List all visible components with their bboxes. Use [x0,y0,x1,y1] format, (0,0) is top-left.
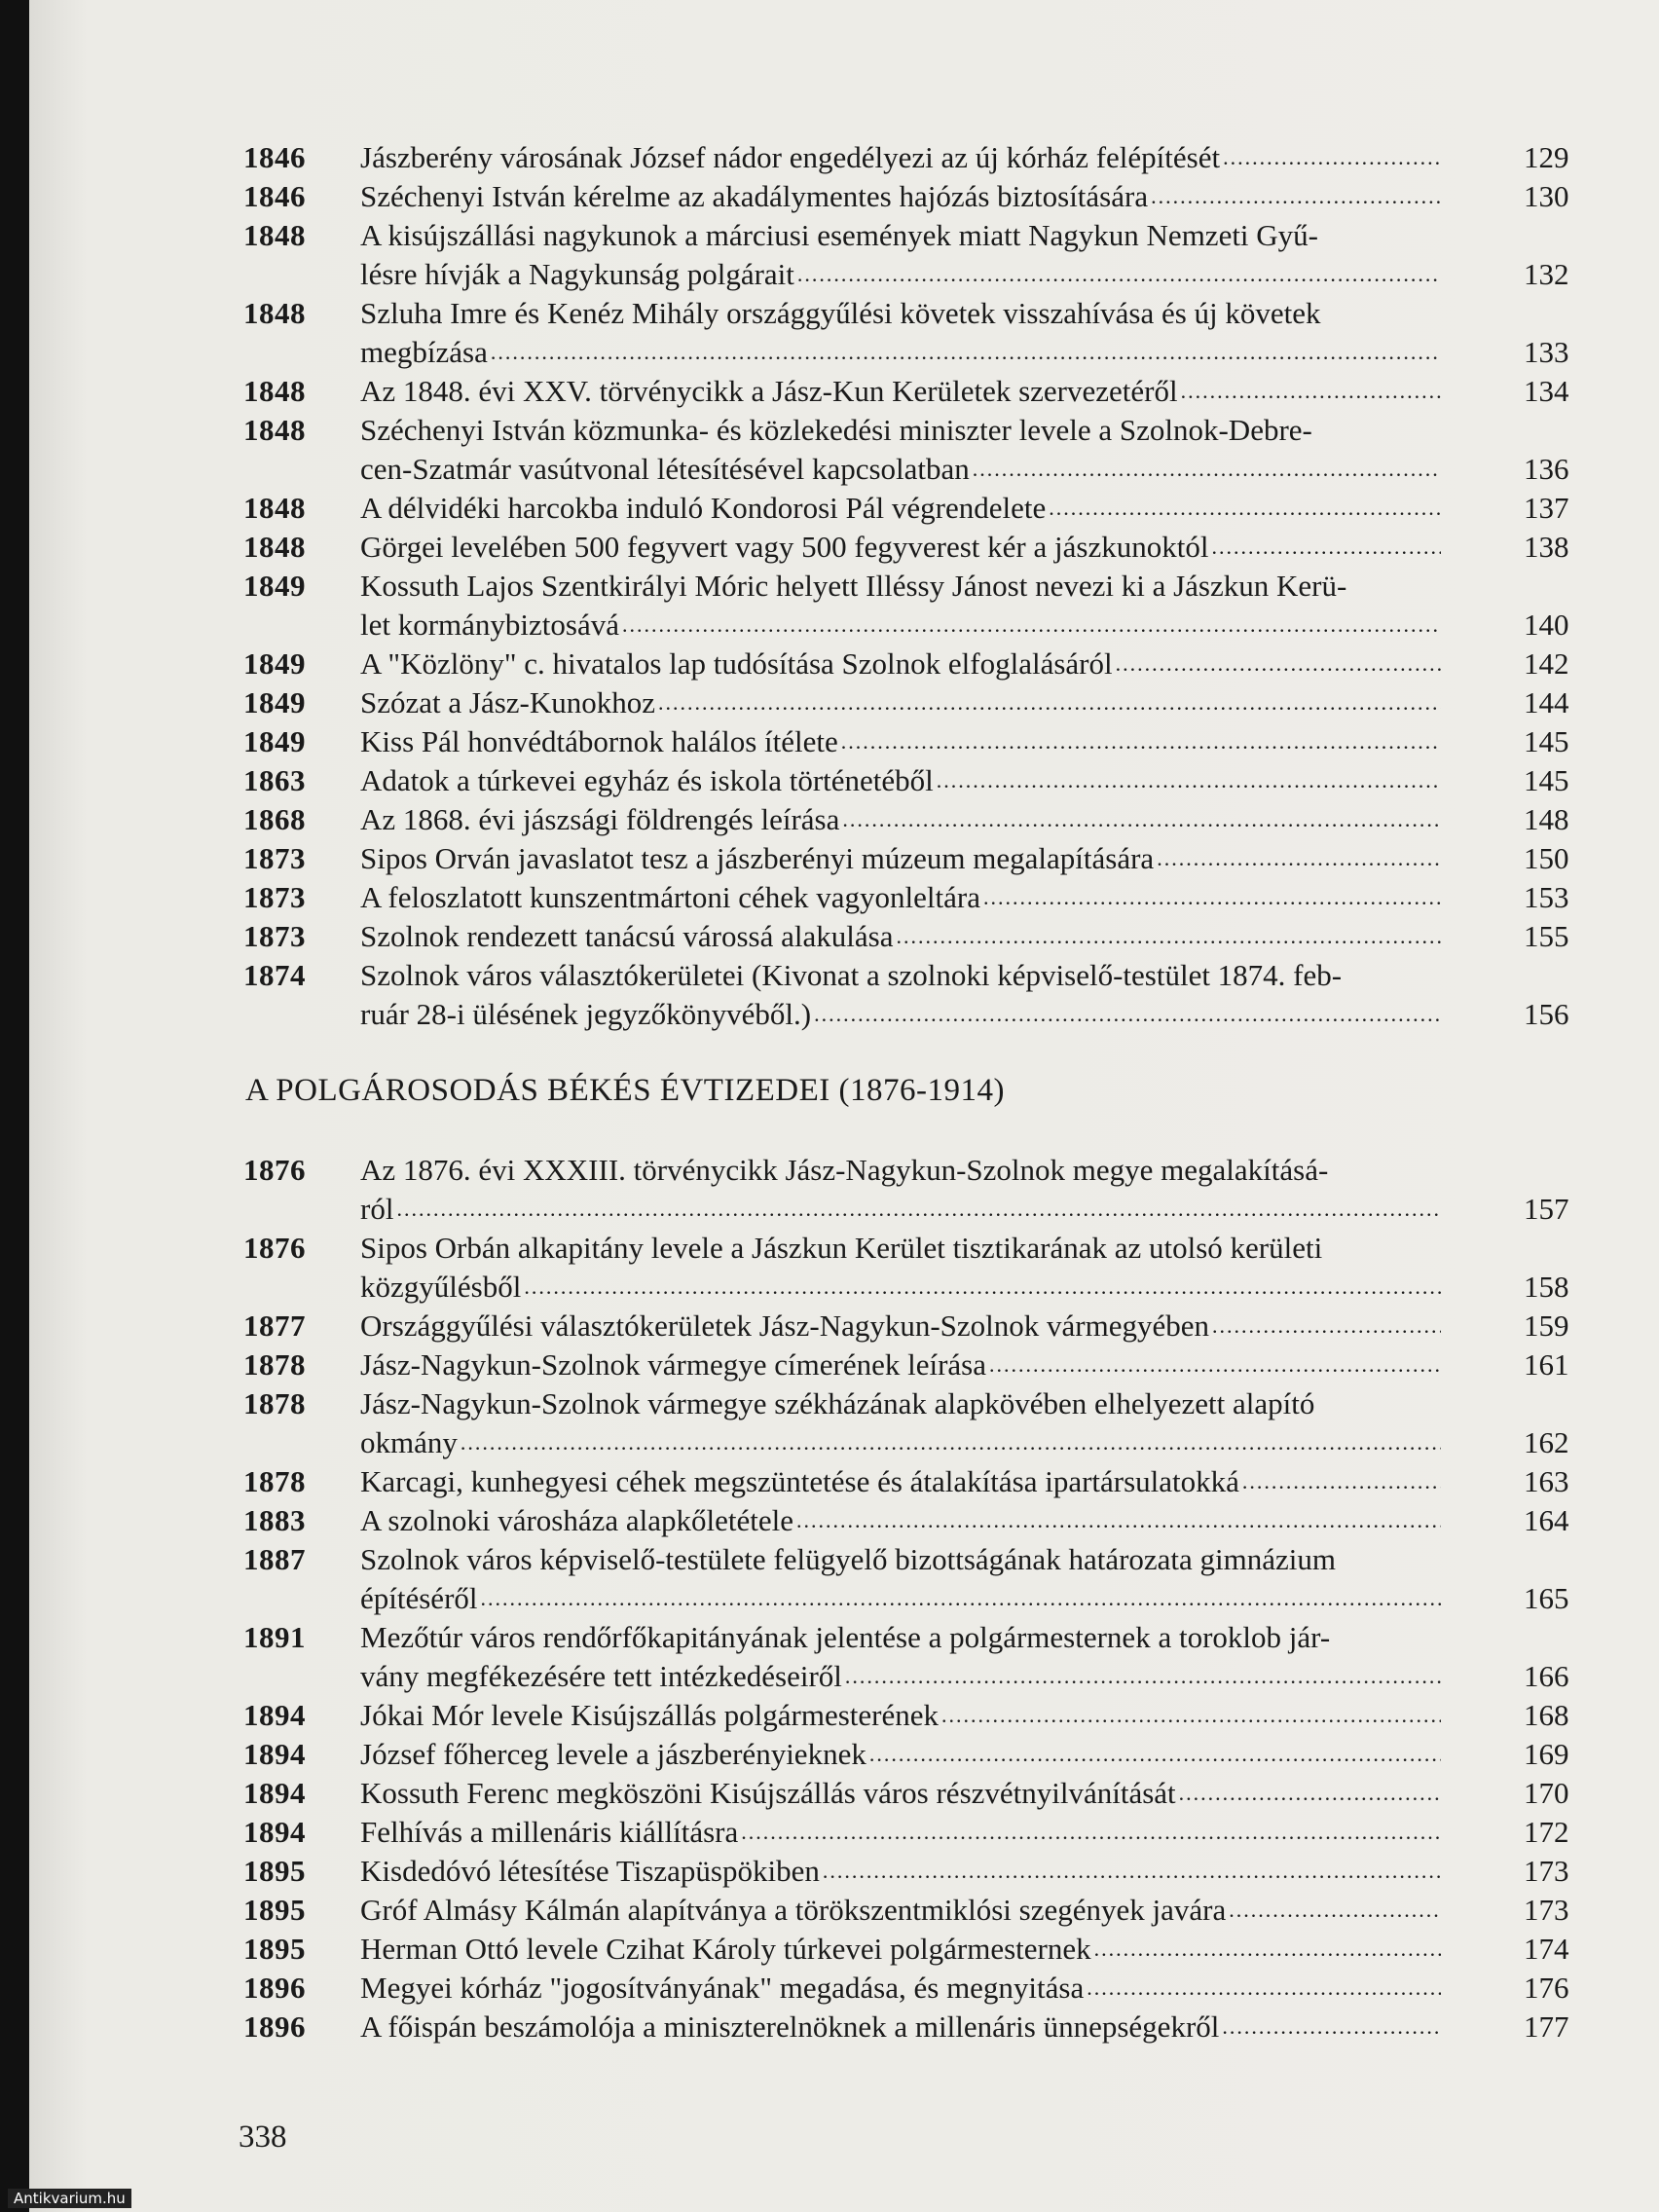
entry-year: 1876 [243,1153,306,1187]
entry-year: 1878 [243,1386,306,1420]
entry-page-number: 174 [1524,1932,1569,1966]
entry-title-text: Jászberény városának József nádor engedélyezi az új kórház felépítését [360,140,1221,174]
entry-title [360,1384,1441,1462]
entry-year: 1887 [243,1542,306,1576]
entry-title-line [360,1774,1441,1813]
dot-leader [1084,1969,1441,2008]
entry-title-line [360,411,1441,450]
dot-leader [393,1190,1441,1229]
entry-title-line [360,645,1441,683]
dot-leader [619,606,1441,645]
entry-year: 1848 [243,491,306,525]
entry-title-text: Mezőtúr város rendőrfőkapitányának jelentése a polgármesternek a toroklob jár- [360,1620,1331,1654]
entry-page-number: 170 [1524,1776,1569,1810]
entry-title [360,2008,1441,2046]
dot-leader [986,1346,1441,1384]
entry-year: 1877 [243,1309,306,1343]
dot-leader [893,917,1441,956]
dot-leader [1046,489,1441,528]
entry-page-number: 150 [1524,841,1569,875]
entry-title-text: Adatok a túrkevei egyház és iskola történetéből [360,763,934,797]
entry-title-text: Kossuth Lajos Szentkirályi Móric helyett Illéssy Jánost nevezi ki a Jászkun Kerü- [360,569,1347,603]
dot-leader [738,1813,1441,1852]
entry-year: 1895 [243,1932,306,1966]
entry-title-line [360,1735,1441,1774]
entry-year: 1895 [243,1893,306,1927]
entry-title [360,1618,1441,1696]
entry-title-text: Szolnok város választókerületei (Kivonat a szolnoki képviselő-testület 1874. feb- [360,958,1343,992]
entry-title-line [360,294,1441,333]
entry-title-line [360,138,1441,177]
entry-year: 1848 [243,374,306,408]
entry-title-line [360,177,1441,216]
entry-year: 1848 [243,530,306,564]
entry-title-text: lésre hívják a Nagykunság polgárait [360,257,794,291]
entry-title-line [360,1969,1441,2008]
entry-title-text: Széchenyi István közmunka- és közlekedési miniszter levele a Szolnok-Debre- [360,413,1312,447]
dot-leader [1148,177,1441,216]
entry-title-text: Szluha Imre és Kenéz Mihály országgyűlési követek visszahívása és új követek [360,296,1321,330]
entry-title-line [360,956,1441,995]
entry-title-line [360,606,1441,645]
entry-title [360,683,1441,722]
entry-title-text: Megyei kórház "jogosítványának" megadása, és megnyitása [360,1971,1085,2005]
entry-title-text: A főispán beszámolója a miniszterelnöknek a millenáris ünnepségekről [360,2009,1220,2044]
entry-year: 1873 [243,880,306,914]
entry-title-text: A feloszlatott kunszentmártoni céhek vagyonleltára [360,880,980,914]
entry-title [360,1774,1441,1813]
entry-title [360,761,1441,800]
entry-title-line [360,1852,1441,1891]
entry-title [360,1462,1441,1501]
entry-title-text: Gróf Almásy Kálmán alapítványa a törökszentmiklósi szegények javára [360,1893,1227,1927]
entry-title [360,800,1441,839]
entry-title [360,1852,1441,1891]
entry-title-text: Herman Ottó levele Czihat Károly túrkevei polgármesternek [360,1932,1091,1966]
entry-title-line [360,2008,1441,2046]
entry-title-line [360,216,1441,255]
entry-title-text: let kormánybiztosává [360,608,619,642]
entry-title-line [360,1657,1441,1696]
entry-title-text: Jász-Nagykun-Szolnok vármegye címerének leírása [360,1347,986,1382]
entry-title [360,1891,1441,1930]
entry-title [360,956,1441,1034]
entry-title [360,1501,1441,1540]
entry-title [360,1813,1441,1852]
entry-title-line [360,1190,1441,1229]
entry-page-number: 157 [1524,1192,1569,1226]
entry-title [360,216,1441,294]
entry-title-line [360,333,1441,372]
entry-title-line [360,800,1441,839]
entry-title-line [360,761,1441,800]
entry-title-line [360,1423,1441,1462]
entry-year: 1896 [243,1971,306,2005]
entry-title-text: József főherceg levele a jászberényieknek [360,1737,866,1771]
entry-page-number: 177 [1524,2009,1569,2044]
dot-leader [1091,1930,1441,1969]
dot-leader [1220,138,1441,177]
entry-title-text: cen-Szatmár vasútvonal létesítésével kapcsolatban [360,452,970,486]
entry-title-text: közgyűlésből [360,1270,522,1304]
entry-year: 1894 [243,1776,306,1810]
entry-title-text: Országgyűlési választókerületek Jász-Nagykun-Szolnok vármegyében [360,1309,1210,1343]
entry-title-text: okmány [360,1425,458,1459]
entry-page-number: 169 [1524,1737,1569,1771]
entry-title-text: Kossuth Ferenc megköszöni Kisújszállás város részvétnyilvánítását [360,1776,1176,1810]
entry-title-text: Görgei levelében 500 fegyvert vagy 500 fegyverest kér a jászkunoktól [360,530,1209,564]
entry-year: 1878 [243,1464,306,1498]
entry-title-text: Széchenyi István kérelme az akadálymentes hajózás biztosítására [360,179,1149,213]
entry-title [360,1229,1441,1307]
entry-page-number: 168 [1524,1698,1569,1732]
dot-leader [1208,528,1441,567]
entry-title [360,1540,1441,1618]
entry-title-line [360,1891,1441,1930]
dot-leader [478,1579,1441,1618]
entry-title [360,138,1441,177]
entry-page-number: 144 [1524,685,1569,719]
entry-year: 1849 [243,646,306,681]
dot-leader [1219,2008,1441,2046]
entry-title-line [360,528,1441,567]
entry-year: 1848 [243,413,306,447]
entry-year: 1873 [243,919,306,953]
dot-leader [970,450,1441,489]
entry-title-text: Felhívás a millenáris kiállításra [360,1815,739,1849]
entry-title-line [360,567,1441,606]
entry-page-number: 130 [1524,179,1569,213]
dot-leader [521,1268,1441,1307]
entry-title [360,1696,1441,1735]
entry-title-text: építéséről [360,1581,478,1615]
dot-leader [866,1735,1441,1774]
entry-page-number: 164 [1524,1503,1569,1537]
entry-page-number: 142 [1524,646,1569,681]
entry-title [360,1307,1441,1346]
dot-leader [839,800,1441,839]
entry-title [360,528,1441,567]
entry-page-number: 155 [1524,919,1569,953]
entry-title-line [360,1696,1441,1735]
entry-title-text: ról [360,1192,394,1226]
entry-page-number: 148 [1524,802,1569,836]
entry-title-line [360,917,1441,956]
entry-title-text: A "Közlöny" c. hivatalos lap tudósítása Szolnok elfoglalásáról [360,646,1113,681]
entry-title-line [360,255,1441,294]
entry-year: 1876 [243,1231,306,1265]
page-number: 338 [239,2120,287,2155]
entry-title-text: A szolnoki városháza alapkőletétele [360,1503,794,1537]
entry-year: 1849 [243,569,306,603]
entry-year: 1874 [243,958,306,992]
entry-title-line [360,1930,1441,1969]
entry-title-line [360,683,1441,722]
dot-leader [1226,1891,1441,1930]
entry-year: 1846 [243,179,306,213]
entry-title [360,411,1441,489]
entry-title-line [360,1501,1441,1540]
dot-leader [1178,372,1441,411]
entry-title [360,294,1441,372]
entry-year: 1896 [243,2009,306,2044]
entry-title-line [360,1268,1441,1307]
entry-title [360,917,1441,956]
entry-page-number: 140 [1524,608,1569,642]
entry-page-number: 159 [1524,1309,1569,1343]
entry-title-text: A kisújszállási nagykunok a márciusi események miatt Nagykun Nemzeti Gyű- [360,218,1319,252]
entry-title-line [360,1462,1441,1501]
dot-leader [820,1852,1441,1891]
entry-page-number: 158 [1524,1270,1569,1304]
entry-page-number: 129 [1524,140,1569,174]
entry-year: 1894 [243,1815,306,1849]
entry-title-line [360,1540,1441,1579]
dot-leader [488,333,1441,372]
book-spine-shadow [0,0,29,2212]
entry-title [360,372,1441,411]
entry-page-number: 172 [1524,1815,1569,1849]
entry-year: 1848 [243,296,306,330]
entry-title-line [360,1307,1441,1346]
dot-leader [842,1657,1441,1696]
entry-year: 1894 [243,1737,306,1771]
entry-page-number: 166 [1524,1659,1569,1693]
entry-title [360,722,1441,761]
entry-title-text: A délvidéki harcokba induló Kondorosi Pál végrendelete [360,491,1047,525]
entry-title-line [360,450,1441,489]
entry-title-text: Szolnok város képviselő-testülete felügyelő bizottságának határozata gimnázium [360,1542,1337,1576]
entry-page-number: 163 [1524,1464,1569,1498]
entry-title-text: Sipos Orbán alkapitány levele a Jászkun Kerület tisztikarának az utolsó kerületi [360,1231,1323,1265]
entry-title-line [360,1229,1441,1268]
entry-page-number: 145 [1524,763,1569,797]
entry-title-text: ruár 28-i ülésének jegyzőkönyvéből.) [360,997,812,1031]
entry-title-line [360,1579,1441,1618]
dot-leader [655,683,1441,722]
entry-title-text: Jókai Mór levele Kisújszállás polgármesterének [360,1698,939,1732]
entry-title-text: Az 1848. évi XXV. törvénycikk a Jász-Kun Kerületek szervezetéről [360,374,1178,408]
entry-page-number: 145 [1524,724,1569,758]
entry-title [360,1969,1441,2008]
dot-leader [794,255,1441,294]
entry-title-line [360,995,1441,1034]
entry-title-line [360,1151,1441,1190]
entry-page-number: 136 [1524,452,1569,486]
dot-leader [1176,1774,1441,1813]
entry-title-text: Sipos Orván javaslatot tesz a jászberényi múzeum megalapítására [360,841,1155,875]
entry-year: 1895 [243,1854,306,1888]
entry-year: 1848 [243,218,306,252]
entry-year: 1873 [243,841,306,875]
section-heading: A POLGÁROSODÁS BÉKÉS ÉVTIZEDEI (1876-1914) [245,1073,1005,1108]
entry-title-line [360,1813,1441,1852]
entry-page-number: 137 [1524,491,1569,525]
entry-year: 1883 [243,1503,306,1537]
entry-title-line [360,489,1441,528]
entry-title-line [360,839,1441,878]
entry-page-number: 162 [1524,1425,1569,1459]
entry-page-number: 133 [1524,335,1569,369]
entry-title-line [360,372,1441,411]
entry-page-number: 138 [1524,530,1569,564]
dot-leader [838,722,1441,761]
dot-leader [458,1423,1441,1462]
dot-leader [811,995,1441,1034]
entry-title-text: Jász-Nagykun-Szolnok vármegye székházának alapkövében elhelyezett alapító [360,1386,1315,1420]
entry-title [360,1735,1441,1774]
entry-title [360,839,1441,878]
dot-leader [1239,1462,1441,1501]
entry-year: 1863 [243,763,306,797]
entry-year: 1878 [243,1347,306,1382]
entry-title-text: megbízása [360,335,488,369]
dot-leader [934,761,1441,800]
entry-title [360,1930,1441,1969]
entry-page-number: 153 [1524,880,1569,914]
entry-page-number: 134 [1524,374,1569,408]
entry-title [360,645,1441,683]
entry-title-text: Az 1868. évi jászsági földrengés leírása [360,802,840,836]
entry-title [360,489,1441,528]
entry-title-line [360,1346,1441,1384]
entry-year: 1849 [243,724,306,758]
entry-title-text: Szózat a Jász-Kunokhoz [360,685,656,719]
entry-page-number: 176 [1524,1971,1569,2005]
entry-title-line [360,722,1441,761]
entry-year: 1849 [243,685,306,719]
entry-page-number: 161 [1524,1347,1569,1382]
dot-leader [939,1696,1441,1735]
entry-title-text: Az 1876. évi XXXIII. törvénycikk Jász-Nagykun-Szolnok megye megalakításá- [360,1153,1329,1187]
entry-page-number: 165 [1524,1581,1569,1615]
entry-title-text: Kisdedóvó létesítése Tiszapüspökiben [360,1854,820,1888]
entry-page-number: 173 [1524,1854,1569,1888]
entry-title [360,1346,1441,1384]
entry-title-line [360,878,1441,917]
entry-year: 1868 [243,802,306,836]
entry-year: 1846 [243,140,306,174]
entry-year: 1894 [243,1698,306,1732]
entry-page-number: 173 [1524,1893,1569,1927]
dot-leader [793,1501,1441,1540]
entry-title [360,567,1441,645]
dot-leader [1209,1307,1441,1346]
entry-title-line [360,1384,1441,1423]
dot-leader [980,878,1441,917]
dot-leader [1113,645,1441,683]
entry-title [360,1151,1441,1229]
dot-leader [1154,839,1441,878]
entry-year: 1891 [243,1620,306,1654]
entry-title [360,878,1441,917]
entry-page-number: 156 [1524,997,1569,1031]
entry-title [360,177,1441,216]
entry-title-line [360,1618,1441,1657]
entry-title-text: vány megfékezésére tett intézkedéseiről [360,1659,842,1693]
entry-page-number: 132 [1524,257,1569,291]
entry-title-text: Szolnok rendezett tanácsú várossá alakulása [360,919,894,953]
entry-title-text: Kiss Pál honvédtábornok halálos ítélete [360,724,838,758]
entry-title-text: Karcagi, kunhegyesi céhek megszüntetése és átalakítása ipartársulatokká [360,1464,1239,1498]
watermark: Antikvarium.hu [8,2189,131,2208]
